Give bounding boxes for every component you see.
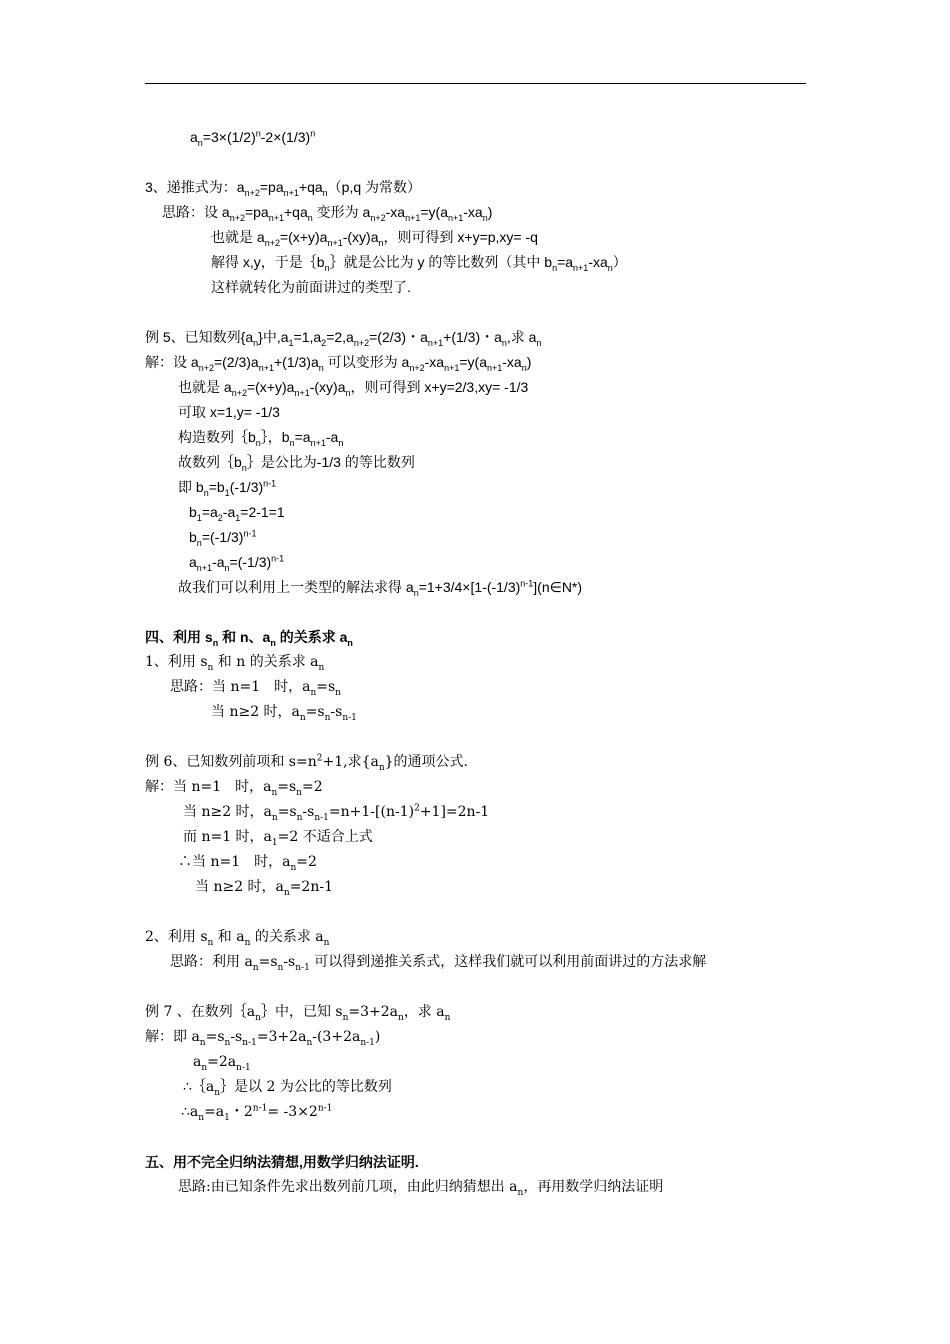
text-line-7: 例 5、已知数列$\{a_n\}$中$,a_1=1,a_2=2,a_{n+2}=(2/3)$・$a_{n+1}+(1/3)$・$a_n$,求 $a_n$ xyxy=(145,329,542,348)
text-line-12: 故数列$\{b_n\}$是公比为-1/3 的等比数列 xyxy=(178,454,415,473)
text-line-14: $b_1=a_2-a_1=2-1=1$ xyxy=(189,504,285,523)
text-line-17: 故我们可以利用上一类型的解法求得 $a_n=1+3/4\times[1-(-1/3)^{n-1}](n\in N*)$ xyxy=(178,578,583,598)
text-line-23: 解：当 n=1 时，$a_n=s_n=2$ xyxy=(145,779,323,798)
text-line-10: 可取 x=1,y= -1/3 xyxy=(178,404,280,420)
text-line-32: $a_n=2a_{n-1}$ xyxy=(193,1054,251,1073)
text-line-29: 思路：利用 $a_n=s_n-s_{n-1}$ 可以得到递推关系式，这样我们就可以利用前面讲过的方法求解 xyxy=(170,954,707,973)
text-line-3: 思路：设 $a_{n+2}=pa_{n+1}+qa_n$ 变形为 $a_{n+2}-xa_{n+1}=y(a_{n+1}-xa_n)$ xyxy=(162,204,493,223)
text-line-33: $\therefore\{a_n\}$是以 2 为公比的等比数列 xyxy=(183,1079,392,1098)
text-line-36: 思路:由已知条件先求出数列前几项，由此归纳猜想出 $a_n$，再用数学归纳法证明 xyxy=(178,1179,664,1198)
header-rule xyxy=(145,83,806,84)
text-line-26: ∴当 n=1 时，$a_n=2$ xyxy=(178,854,317,873)
text-line-35: 五、用不完全归纳法猜想,用数学归纳法证明. xyxy=(145,1154,419,1170)
text-line-18: 四、利用 $s_n$ 和 n、$a_n$ 的关系求 $a_n$ xyxy=(145,629,353,648)
text-line-9: 也就是 $a_{n+2}=(x+y)a_{n+1}-(xy)a_n$，则可得到 x+y=2/3,xy= -1/3 xyxy=(178,379,529,398)
text-line-30: 例 7 、在数列$\{a_n\}$中，已知 $s_n=3+2a_n$，求 $a_n$ xyxy=(145,1004,451,1023)
text-line-5: 解得 x,y，于是$\{b_n\}$就是公比为 y 的等比数列（其中 $b_n=a_{n+1}-xa_n$） xyxy=(211,254,627,273)
text-line-27: 当 n≥2 时，$a_n=2n-1$ xyxy=(195,879,333,898)
text-line-2: 3、递推式为：$a_{n+2}=pa_{n+1}+qa_n(p,q$ 为常数） xyxy=(145,179,422,198)
text-line-16: $a_{n+1}-a_n=(-1/3)^{n-1}$ xyxy=(189,553,285,573)
text-line-28: 2、利用 $s_n$ 和 $a_n$ 的关系求 $a_n$ xyxy=(145,929,330,948)
text-line-8: 解：设 $a_{n+2}=(2/3)a_{n+1}+(1/3)a_n$ 可以变形为 $a_{n+2}-xa_{n+1}=y(a_{n+1}-xa_n)$ xyxy=(145,354,532,373)
text-line-1: $a_n=3\times(1/2)^n-2\times(1/3)^n$ xyxy=(190,128,316,148)
text-line-6: 这样就转化为前面讲过的类型了. xyxy=(211,279,411,295)
text-line-15: $b_n=(-1/3)^{n-1}$ xyxy=(189,528,257,548)
text-line-25: 而 n=1 时，$a_1=2$ 不适合上式 xyxy=(183,829,373,848)
text-line-4: 也就是 $a_{n+2}=(x+y)a_{n+1}-(xy)a_n$，则可得到 x+y=p,xy= -q xyxy=(211,229,538,248)
text-line-22: 例 6、已知数列前项和 $s=n^2+1$,求$\{a_n\}$的通项公式. xyxy=(145,753,468,773)
text-line-34: $\therefore a_n=a_1$・$2^{n-1}= -3\times 2^{n-1}$ xyxy=(181,1103,333,1123)
text-line-21: 当 n≥2 时，$a_n=s_n-s_{n-1}$ xyxy=(211,704,357,723)
text-line-19: 1、利用 $s_n$ 和 n 的关系求 $a_n$ xyxy=(145,654,325,673)
text-line-11: 构造数列$\{b_n\}$，$b_n=a_{n+1}-a_n$ xyxy=(178,429,344,448)
text-line-31: 解：即 $a_n=s_n-s_{n-1}=3+2a_n-(3+2a_{n-1})$ xyxy=(145,1029,381,1048)
text-line-13: 即 $b_n=b_1(-1/3)^{n-1}$ xyxy=(178,478,277,498)
text-line-20: 思路：当 n=1 时，$a_n=s_n$ xyxy=(170,679,341,698)
text-line-24: 当 n≥2 时，$a_n=s_n-s_{n-1}=n+1-[(n-1)^2+1]=2n-1$ xyxy=(183,803,490,823)
